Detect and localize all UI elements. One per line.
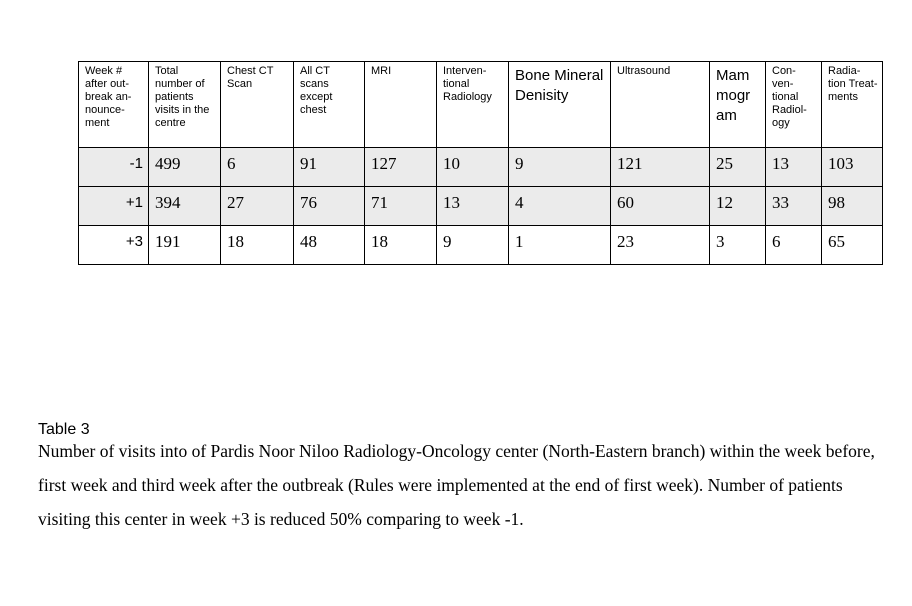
table-cell: 499 [149,148,221,187]
header-all-ct: All CT scans except chest [294,62,365,148]
table-cell: 127 [365,148,437,187]
table-cell: 98 [822,187,883,226]
visits-table-container [78,61,883,265]
table-cell: 121 [611,148,710,187]
table-cell: 76 [294,187,365,226]
table-cell: 9 [437,226,509,265]
header-mammogram: Mam mogr am [710,62,766,148]
header-conventional-radiology: Con-ven-tional Radiol-ogy [766,62,822,148]
table-cell: 71 [365,187,437,226]
visits-table [78,61,883,265]
table-cell: +1 [79,187,149,226]
table-cell: 18 [221,226,294,265]
table-cell: 4 [509,187,611,226]
table-cell: 6 [221,148,294,187]
table-cell: 191 [149,226,221,265]
table-cell: 3 [710,226,766,265]
table-cell: 6 [766,226,822,265]
table-cell: 13 [437,187,509,226]
table-row [79,226,883,265]
table-cell: 10 [437,148,509,187]
table-cell: 1 [509,226,611,265]
table-cell: 12 [710,187,766,226]
header-mri: MRI [365,62,437,148]
header-total-visits: Total number of patients visits in the centre [149,62,221,148]
table-cell: +3 [79,226,149,265]
table-cell: 25 [710,148,766,187]
table-cell: 23 [611,226,710,265]
table-cell: 48 [294,226,365,265]
table-cell: 103 [822,148,883,187]
header-radiation-treatments: Radia-tion Treat-ments [822,62,883,148]
table-header-row [79,62,883,148]
caption-label: Table 3 [38,421,90,438]
table-cell: 60 [611,187,710,226]
header-week: Week # after out-break an-nounce-ment [79,62,149,148]
table-caption [38,420,878,536]
table-cell: 27 [221,187,294,226]
table-row [79,187,883,226]
table-cell: 65 [822,226,883,265]
table-row [79,148,883,187]
header-ultrasound: Ultrasound [611,62,710,148]
header-bone-mineral-density: Bone Mineral Denisity [509,62,611,148]
header-chest-ct: Chest CT Scan [221,62,294,148]
table-cell: 9 [509,148,611,187]
table-cell: -1 [79,148,149,187]
table-cell: 33 [766,187,822,226]
header-interventional-radiology: Interven-tional Radiology [437,62,509,148]
table-cell: 18 [365,226,437,265]
table-cell: 91 [294,148,365,187]
table-cell: 13 [766,148,822,187]
caption-text: Number of visits into of Pardis Noor Niloo Radiology-Oncology center (North-Eastern branch) within the week before, first week and third week after the outbreak (Rules were implemented at the end of first week). Number of patients visiting this center in week +3 is reduced 50% comparing to week -1. [38,441,875,529]
table-cell: 394 [149,187,221,226]
